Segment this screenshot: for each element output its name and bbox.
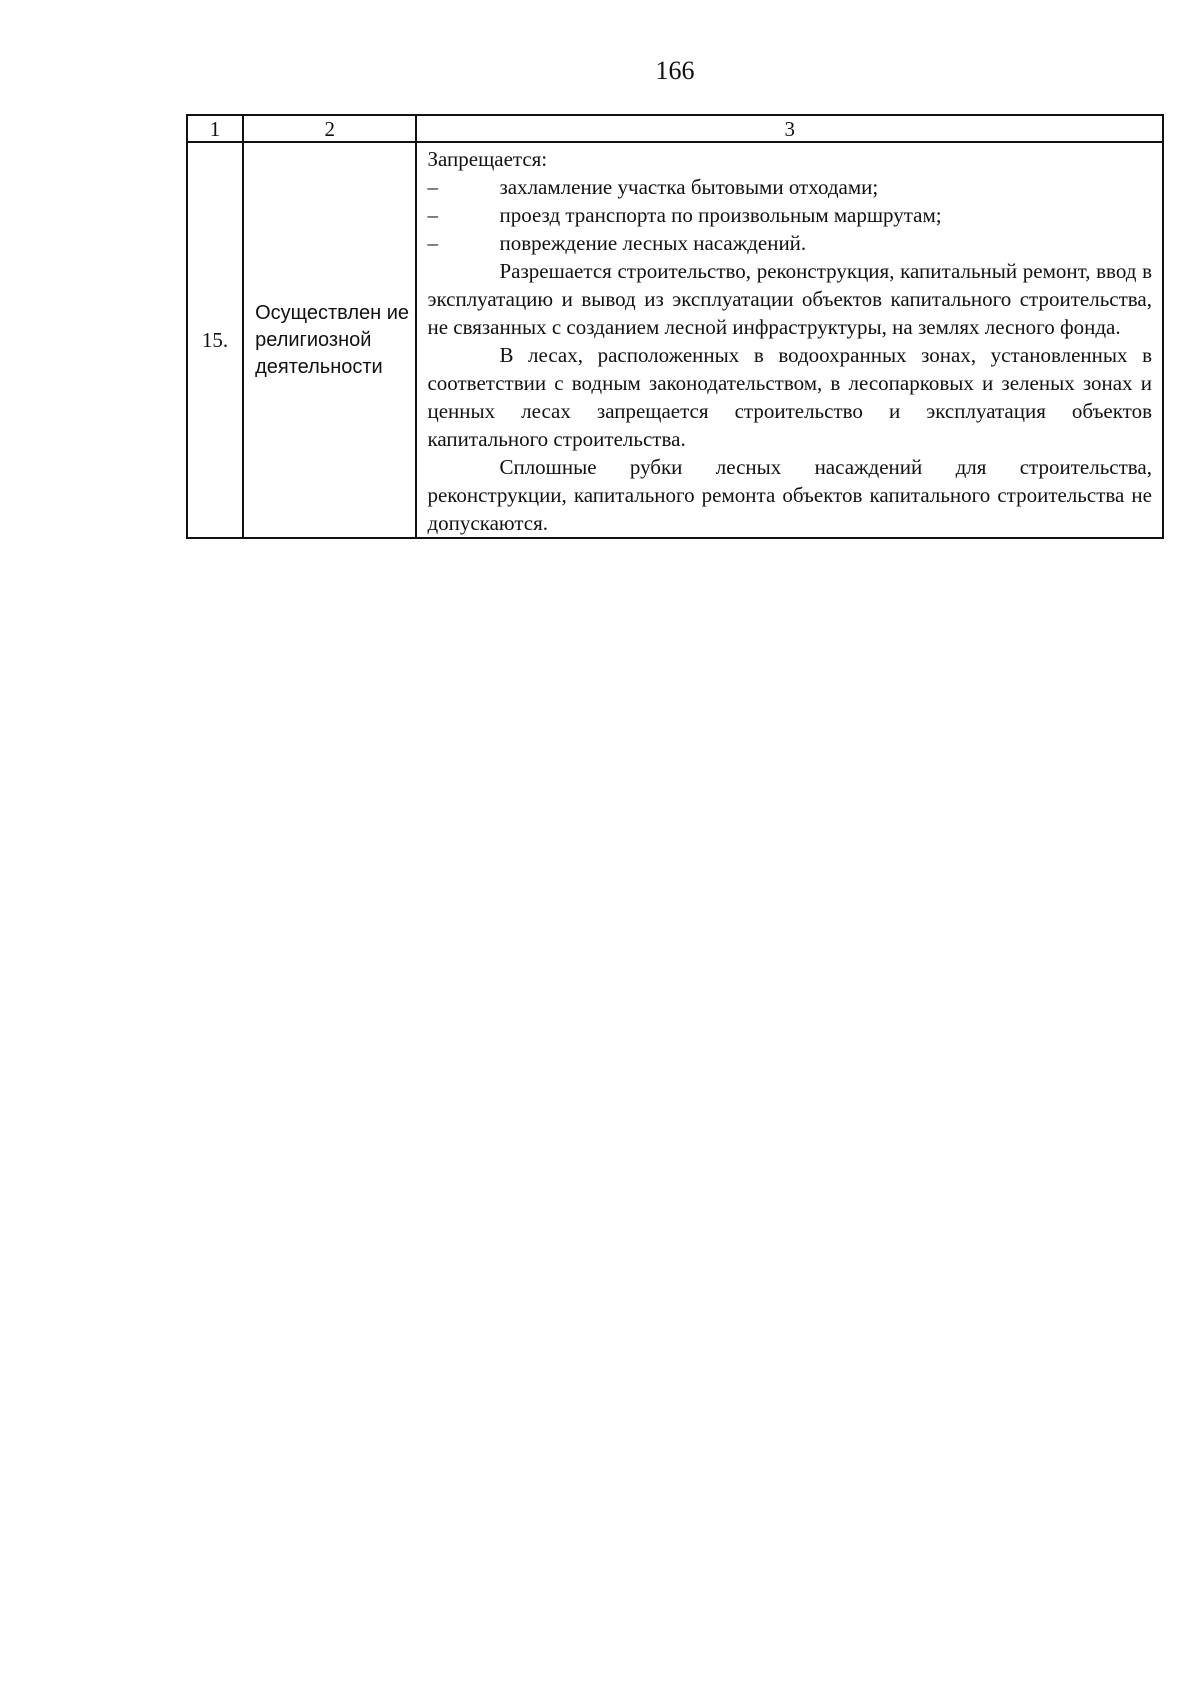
dash-bullet: – <box>427 203 438 227</box>
regulations-table <box>186 114 1164 539</box>
list-item <box>427 229 1152 257</box>
dash-bullet: – <box>427 231 438 255</box>
regulation-text <box>416 142 1163 538</box>
page-number: 166 <box>655 56 695 85</box>
list-item <box>427 201 1152 229</box>
paragraph-clearcutting: Сплошные рубки лесных насаждений для строительства, реконструкции, капитального ремонта объектов капитального строительства не допускаются. <box>427 455 1152 535</box>
activity-name: Осуществлен ие религиозной деятельности <box>243 142 416 538</box>
paragraph-permitted: Разрешается строительство, реконструкция, капитальный ремонт, ввод в эксплуатацию и вывод из эксплуатации объектов капитального строительства, не связанных с созданием лесной инфраструктуры, на землях лесного фонда. <box>427 259 1152 339</box>
prohibited-intro: Запрещается: <box>427 147 548 171</box>
table-row <box>187 142 1163 538</box>
dash-bullet: – <box>427 175 438 199</box>
paragraph-water-zones: В лесах, расположенных в водоохранных зонах, установленных в соответствии с водным законодательством, в лесопарковых и зеленых зонах и ценных лесах запрещается строительство и эксплуатация объектов капитального строительства. <box>427 343 1152 451</box>
header-cell-1: 1 <box>187 115 243 142</box>
list-item <box>427 173 1152 201</box>
list-item-text: повреждение лесных насаждений. <box>499 231 807 255</box>
table-header-row <box>187 115 1163 142</box>
list-item-text: проезд транспорта по произвольным маршрутам; <box>499 203 942 227</box>
header-cell-3: 3 <box>416 115 1163 142</box>
list-item-text: захламление участка бытовыми отходами; <box>499 175 879 199</box>
row-number: 15. <box>187 142 243 538</box>
header-cell-2: 2 <box>243 115 416 142</box>
